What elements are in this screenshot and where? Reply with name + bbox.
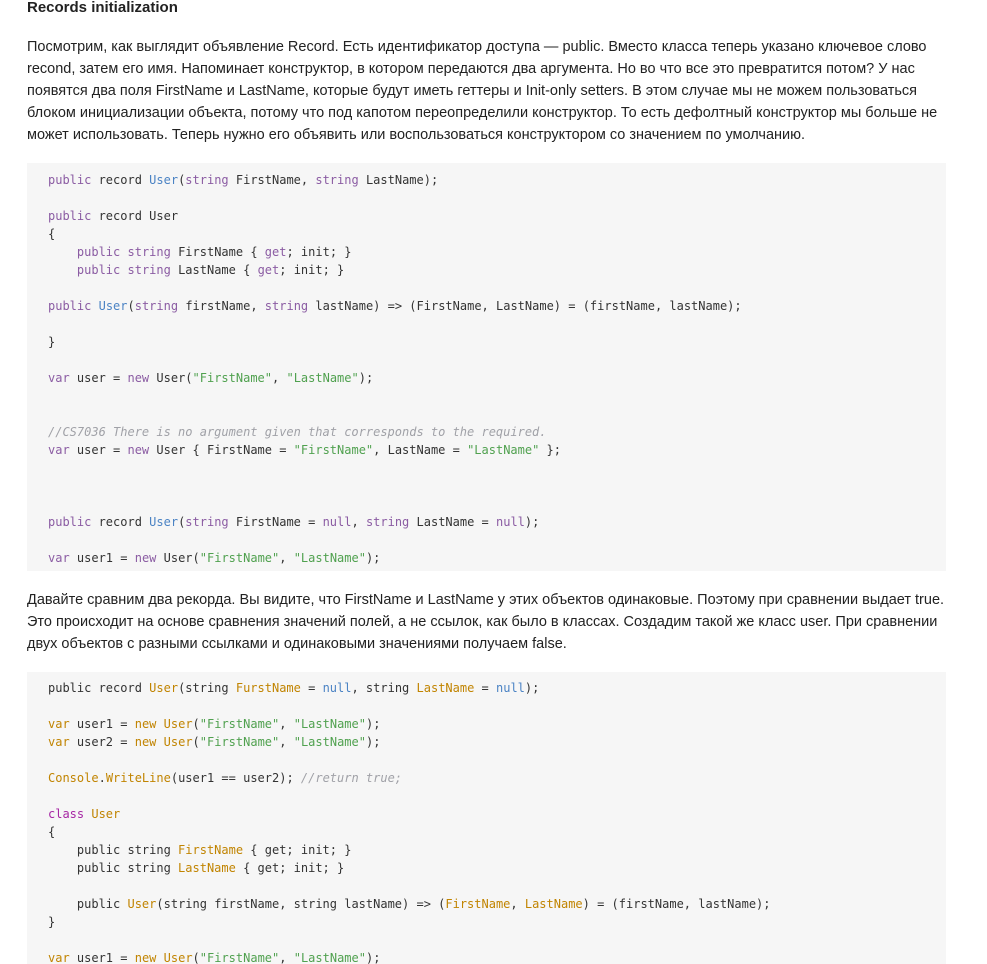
code-token: FirstName {	[170, 245, 265, 259]
code-token: User(	[156, 551, 200, 565]
code-token: User	[163, 735, 193, 749]
code-token: User	[149, 681, 179, 695]
code-token: "FirstName"	[199, 717, 280, 731]
code-token: ; init; }	[286, 245, 352, 259]
code-token: Console	[48, 771, 99, 785]
code-token: new	[134, 717, 157, 731]
code-token	[48, 263, 77, 277]
code-token: string	[185, 173, 229, 187]
code-token: user =	[69, 371, 128, 385]
code-token: firstName,	[178, 299, 265, 313]
code-token: LastName =	[409, 515, 496, 529]
code-token: var	[48, 735, 70, 749]
code-token: get	[257, 263, 280, 277]
code-token: ; init; }	[279, 263, 345, 277]
code-token: "LastName"	[293, 951, 366, 964]
code-token: User { FirstName =	[149, 443, 294, 457]
code-line	[48, 949, 380, 964]
code-token	[120, 245, 127, 259]
code-token: "LastName"	[293, 551, 366, 565]
code-token: string	[365, 515, 410, 529]
code-line	[48, 333, 55, 351]
code-token: ,	[272, 371, 287, 385]
code-token: {	[48, 825, 56, 839]
code-line	[48, 513, 539, 531]
code-line	[48, 297, 742, 315]
code-token: );	[524, 681, 540, 695]
code-token: "LastName"	[286, 371, 359, 385]
code-token: LastName	[524, 897, 583, 911]
code-token: }	[48, 335, 56, 349]
code-token: string	[315, 173, 359, 187]
code-token: ,	[279, 717, 294, 731]
code-token: public	[48, 515, 92, 529]
code-token: class	[48, 807, 85, 821]
code-token: ,	[279, 735, 294, 749]
code-token: );	[365, 735, 381, 749]
code-line	[48, 225, 55, 243]
code-token: User(	[149, 371, 193, 385]
code-token: };	[539, 443, 562, 457]
code-token: string	[127, 245, 171, 259]
code-token	[91, 299, 98, 313]
code-token: user =	[69, 443, 128, 457]
code-token: User	[149, 515, 179, 529]
code-token: new	[127, 371, 150, 385]
code-token: (	[178, 515, 186, 529]
code-block-record-comparison	[27, 672, 946, 964]
code-token: "LastName"	[293, 717, 366, 731]
code-token: (	[192, 717, 200, 731]
code-line	[48, 805, 120, 823]
code-token: null	[496, 515, 525, 529]
code-line	[48, 679, 539, 697]
code-token: ,	[279, 551, 294, 565]
code-token: "FirstName"	[199, 735, 280, 749]
code-token: );	[365, 951, 381, 964]
code-token: LastName);	[358, 173, 439, 187]
code-token: ,	[351, 515, 366, 529]
code-token: user2 =	[69, 735, 135, 749]
code-token: );	[358, 371, 374, 385]
code-token: new	[134, 551, 157, 565]
code-line	[48, 715, 380, 733]
code-token: null	[322, 515, 352, 529]
code-line	[48, 171, 438, 189]
code-token: ,	[279, 951, 294, 964]
code-line	[48, 859, 344, 877]
code-token: );	[365, 717, 381, 731]
code-token: LastName {	[170, 263, 258, 277]
code-token: record	[91, 173, 150, 187]
code-token: public record	[48, 681, 150, 695]
code-token: User	[163, 951, 193, 964]
code-token: , LastName =	[373, 443, 468, 457]
code-token: (	[192, 735, 200, 749]
code-token: }	[48, 915, 56, 929]
code-token: new	[127, 443, 150, 457]
code-token: User	[98, 299, 128, 313]
code-token	[156, 735, 163, 749]
code-token: user1 =	[69, 551, 135, 565]
code-token: string	[127, 263, 171, 277]
code-token: null	[496, 681, 525, 695]
intro-paragraph: Посмотрим, как выглядит объявление Record. Есть идентификатор доступа — public. Вместо класса теперь указано ключевое слово recond, затем его имя. Напоминает конструктор, в котором передаются два аргумента. Но во что все это превратится потом? У нас появятся два поля FirstName и LastName, которые будут иметь геттеры и Init-only setters. В этом случае мы не можем пользоваться блоком инициализации объекта, потому что под капотом переопределили конструктор. То есть дефолтный конструктор мы больше не может использовать. Теперь нужно его объявить или воспользоваться конструктором со значением по умолчанию.	[27, 39, 938, 143]
code-token: public	[48, 173, 92, 187]
code-token: lastName) => (FirstName, LastName) = (firstName, lastName);	[308, 299, 742, 313]
code-line	[48, 841, 351, 859]
section-heading: Records initialization	[27, 0, 178, 16]
code-line	[48, 369, 373, 387]
code-token: { get; init; }	[235, 861, 345, 875]
code-token	[120, 263, 127, 277]
code-token: User	[163, 717, 193, 731]
code-token: var	[48, 443, 70, 457]
code-token: var	[48, 551, 70, 565]
code-token	[156, 951, 163, 964]
code-token: =	[300, 681, 323, 695]
code-token: =	[474, 681, 496, 695]
code-line	[48, 769, 402, 787]
code-token: "LastName"	[467, 443, 540, 457]
code-token: public string	[48, 861, 179, 875]
code-token: FirstName	[178, 843, 244, 857]
code-line	[48, 243, 352, 261]
code-line	[48, 207, 178, 225]
code-token: public	[76, 245, 121, 259]
code-token: FirstName,	[228, 173, 316, 187]
code-token: null	[322, 681, 352, 695]
code-token: var	[48, 371, 70, 385]
code-token: "FirstName"	[293, 443, 374, 457]
code-token: public string	[48, 843, 179, 857]
code-token: User	[91, 807, 121, 821]
code-token: string	[264, 299, 309, 313]
code-line	[48, 441, 561, 459]
code-token: "FirstName"	[199, 551, 280, 565]
code-token: user1 =	[69, 717, 135, 731]
code-token: ) = (firstName, lastName);	[582, 897, 771, 911]
code-line	[48, 913, 55, 931]
code-token: //return true;	[300, 771, 403, 785]
code-token: string	[185, 515, 229, 529]
code-token: record	[91, 515, 150, 529]
code-token: User	[149, 173, 179, 187]
code-token: public	[76, 263, 121, 277]
code-token: "FirstName"	[199, 951, 280, 964]
code-comment-line	[48, 423, 547, 441]
code-token: (string firstName, string lastName) => (	[156, 897, 446, 911]
code-token	[48, 245, 77, 259]
code-token: LastName	[416, 681, 475, 695]
code-token: (	[178, 173, 186, 187]
code-token: ,	[510, 897, 525, 911]
code-token: FirstName =	[228, 515, 323, 529]
code-line	[48, 895, 771, 913]
code-token: user1 =	[69, 951, 135, 964]
code-line	[48, 549, 380, 567]
code-token: record User	[91, 209, 179, 223]
code-token: public	[48, 209, 92, 223]
code-token: {	[48, 227, 56, 241]
code-token: (	[192, 951, 200, 964]
code-token: public	[48, 897, 128, 911]
code-token: FurstName	[235, 681, 301, 695]
code-token: public	[48, 299, 92, 313]
code-token: new	[134, 735, 157, 749]
code-token: User	[127, 897, 157, 911]
code-token: new	[134, 951, 157, 964]
code-token: );	[365, 551, 381, 565]
code-token: //CS7036 There is no argument given that corresponds to the required.	[48, 425, 547, 439]
code-token: var	[48, 951, 70, 964]
code-token: (user1 == user2);	[170, 771, 301, 785]
comparison-paragraph: Давайте сравним два рекорда. Вы видите, что FirstName и LastName у этих объектов одинаковые. Поэтому при сравнении выдает true. Это происходит на основе сравнения значений полей, а не ссылок, как было в классах. Создадим такой же класс user. При сравнении двух объектов с разными ссылками и одинаковыми значениями получаем false.	[27, 592, 945, 652]
code-block-record-declaration	[27, 163, 946, 571]
code-token: .	[98, 771, 106, 785]
code-token: string	[134, 299, 179, 313]
code-line	[48, 733, 380, 751]
code-line	[48, 823, 55, 841]
code-token: );	[524, 515, 540, 529]
code-token: get	[264, 245, 287, 259]
code-token: , string	[351, 681, 417, 695]
code-token: "FirstName"	[192, 371, 273, 385]
code-token: var	[48, 717, 70, 731]
code-token	[156, 717, 163, 731]
code-token: (string	[178, 681, 236, 695]
code-token: (	[127, 299, 135, 313]
code-token: FirstName	[445, 897, 511, 911]
code-token: { get; init; }	[243, 843, 352, 857]
code-token: WriteLine	[105, 771, 171, 785]
code-token: LastName	[178, 861, 236, 875]
code-token: "LastName"	[293, 735, 366, 749]
code-line	[48, 261, 344, 279]
